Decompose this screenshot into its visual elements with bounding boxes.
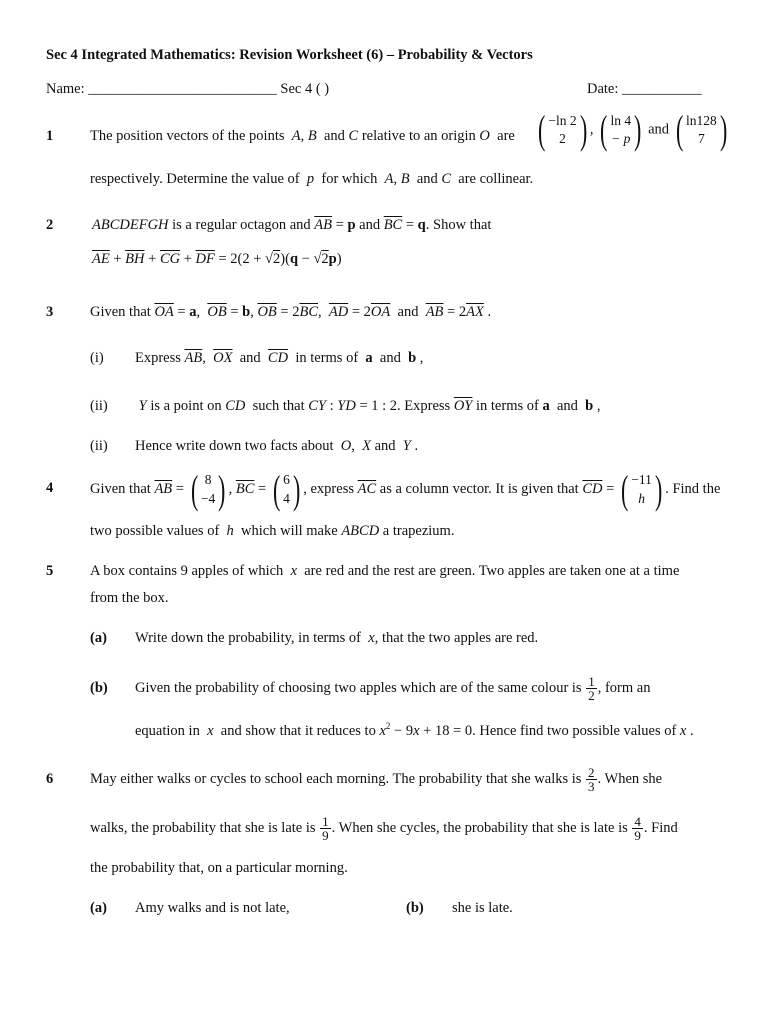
part-3i-text: Express $\overline{AB}$, $\overline{OX}$ and $\overline{CD}$ in terms of a and b , [135, 350, 424, 366]
vector-ab: ( 8 −4 ) [190, 466, 226, 512]
part-5b-label: (b) [90, 680, 108, 696]
question-number-3: 3 [46, 304, 54, 320]
part-6a-label: (a) [90, 900, 107, 916]
vector-b: ( ln 4 − p ) [600, 107, 642, 153]
question-3-intro: Given that $\overline{OA} = a$, $\overline{OB} = b$, $\overline{OB} = 2\overline{BC}$, $\overline{AD} = 2\overline{OA}$ and $\overline{AB} = 2\overline{AX}$ . [90, 304, 492, 320]
question-2-line-1: ABCDEFGH is a regular octagon and $\overline{AB} = p$ and $\overline{BC} = q$. Show that [92, 217, 492, 233]
part-5b-text: Given the probability of choosing two apples which are of the same colour is $\frac{1}{2}$ , form an [135, 673, 651, 704]
question-number-6: 6 [46, 771, 54, 787]
part-3iii-label: (ii) [90, 438, 108, 454]
question-5-line-2: from the box. [90, 590, 169, 606]
part-3ii-text: Y is a point on CD such that CY : YD = 1 : 2. Express $\overline{OY}$ in terms of a and b , [138, 398, 601, 414]
question-4-line-2: two possible values of h which will make ABCD a trapezium. [90, 523, 455, 539]
vector-cd: ( −11 h ) [620, 466, 663, 512]
part-3ii-label: (ii) [90, 398, 108, 414]
question-5-line-1: A box contains 9 apples of which x are red and the rest are green. Two apples are taken one at a time [90, 563, 680, 579]
part-6a-text: Amy walks and is not late, [135, 900, 290, 916]
part-5a-text: Write down the probability, in terms of x, that the two apples are red. [135, 630, 539, 646]
part-3i-label: (i) [90, 350, 104, 366]
question-number-2: 2 [46, 217, 54, 233]
question-1-line-2: respectively. Determine the value of p for which A, B and C are collinear. [90, 171, 534, 187]
part-6b-label: (b) [406, 900, 424, 916]
fraction-one-half: $\frac{1}{2}$ [588, 673, 595, 704]
question-4-line-1: Given that $\overline{AB}$ = ( 8 −4 ) , $\overline{BC}$ = ( 6 4 ) , express $\overline{AC}$ as a column vector. It is given that $\overline{CD}$ = ( −11 h ) . Find the [90, 466, 721, 512]
fraction-one-ninth: $\frac{1}{9}$ [322, 813, 329, 844]
question-6-line-3: the probability that, on a particular morning. [90, 860, 348, 876]
fraction-two-thirds: $\frac{2}{3}$ [588, 764, 595, 795]
part-5b-line-2: equation in x and show that it reduces to $x^2 - 9x + 18 = 0$. Hence find two possible values of x . [135, 721, 694, 739]
page-title: Sec 4 Integrated Mathematics: Revision Worksheet (6) – Probability & Vectors [46, 47, 533, 63]
name-field-label: Name: __________________________ Sec 4 ( ) [46, 81, 330, 97]
question-number-5: 5 [46, 563, 54, 579]
question-2-equation: $\overline{AE} + \overline{BH} + \overline{CG} + \overline{DF} = 2(2 + √2)(q - √2p)$ [92, 251, 342, 267]
fraction-four-ninths: $\frac{4}{9}$ [634, 813, 641, 844]
question-6-line-1: May either walks or cycles to school each morning. The probability that she walks is $\frac{2}{3}$ . When she [90, 764, 663, 795]
vector-bc: ( 6 4 ) [272, 466, 301, 512]
part-6b-text: she is late. [452, 900, 513, 916]
part-3iii-text: Hence write down two facts about O, X and Y . [135, 438, 419, 454]
part-5a-label: (a) [90, 630, 107, 646]
question-number-4: 4 [46, 480, 54, 496]
question-1-line-1: The position vectors of the points A, B and C relative to an origin O are [90, 128, 515, 144]
question-1-vectors: ( −ln 2 2 ) , ( ln 4 − p ) and ( ln128 7 ) [535, 112, 730, 148]
date-field-label: Date: ___________ [587, 81, 702, 97]
vector-a: ( −ln 2 2 ) [537, 107, 587, 153]
question-number-1: 1 [46, 128, 54, 144]
vector-c: ( ln128 7 ) [675, 107, 728, 153]
question-6-line-2: walks, the probability that she is late is $\frac{1}{9}$ . When she cycles, the probability that she is late is $\frac{4}{9}$ . Find [90, 813, 678, 844]
